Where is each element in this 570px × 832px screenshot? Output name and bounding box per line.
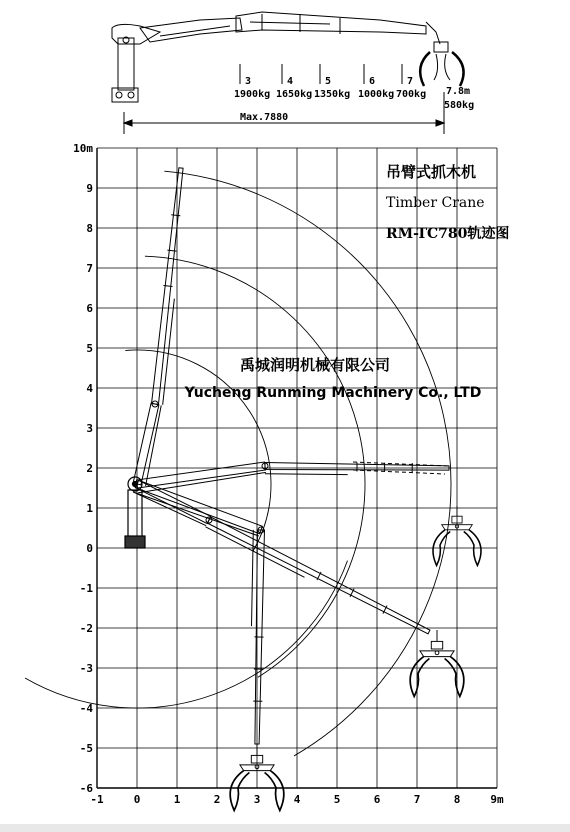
reach-load: 1650kg xyxy=(276,89,313,100)
reach-load: 700kg xyxy=(396,89,427,100)
grapple-head xyxy=(420,651,454,657)
y-tick-label: 5 xyxy=(86,342,93,355)
y-tick-label: -4 xyxy=(79,702,93,715)
x-tick-label: 4 xyxy=(293,793,301,806)
title-cn: 吊臂式抓木机 xyxy=(386,163,477,181)
pedestal-column xyxy=(128,490,142,538)
reach-distance: 7 xyxy=(407,76,414,87)
x-tick-label: 5 xyxy=(333,793,341,806)
max-reach-label: Max.7880 xyxy=(240,112,289,123)
grapple-pin xyxy=(435,651,439,655)
y-tick-label: 1 xyxy=(86,502,93,515)
top-grapple-jaws xyxy=(420,52,463,86)
y-tick-label: 10m xyxy=(73,142,93,155)
y-tick-label: 7 xyxy=(86,262,93,275)
top-inner-boom xyxy=(140,18,242,42)
inner-boom-cylinder xyxy=(134,492,259,536)
reach-distance: 6 xyxy=(369,76,376,87)
grapple-jaw-left xyxy=(230,771,249,811)
y-tick-label: -3 xyxy=(79,662,93,675)
x-tick-label: 0 xyxy=(133,793,141,806)
boom-positions xyxy=(133,168,449,744)
x-tick-label: 3 xyxy=(253,793,261,806)
x-tick-label: 7 xyxy=(413,793,421,806)
y-tick-label: -5 xyxy=(79,742,93,755)
grapple-jaw-left xyxy=(410,657,429,697)
x-tick-label: 1 xyxy=(173,793,181,806)
reach-distance: 3 xyxy=(245,76,252,87)
top-foot-bolt xyxy=(116,92,122,98)
x-tick-label: 8 xyxy=(453,793,461,806)
reach-distance: 7.8m xyxy=(446,86,471,97)
boom-raised xyxy=(133,168,183,486)
y-tick-label: -1 xyxy=(79,582,93,595)
telescope-joint xyxy=(171,215,180,216)
pedestal-foot xyxy=(125,536,145,548)
outer-boom-cylinder xyxy=(265,474,348,475)
y-tick-label: 9 xyxy=(86,182,93,195)
grapple-rotator xyxy=(431,641,442,649)
title-en: Timber Crane xyxy=(386,195,485,211)
y-tick-label: 8 xyxy=(86,222,93,235)
title-model: RM-TC780轨迹图 xyxy=(386,226,510,242)
reach-arc xyxy=(145,256,365,677)
top-foot-bolt xyxy=(128,92,134,98)
reach-distance: 4 xyxy=(287,76,294,87)
x-tick-label: 6 xyxy=(373,793,381,806)
reach-load: 1900kg xyxy=(234,89,271,100)
company-name-cn: 禹城润明机械有限公司 xyxy=(239,356,391,374)
company-name-en: Yucheng Runming Machinery Co., LTD xyxy=(184,385,482,401)
top-rotator-head xyxy=(434,42,448,52)
outer-boom xyxy=(207,517,430,634)
grid xyxy=(97,148,497,788)
y-tick-label: -6 xyxy=(79,782,93,795)
reach-load: 580kg xyxy=(444,100,475,111)
y-tick-label: 4 xyxy=(86,382,93,395)
y-tick-label: 6 xyxy=(86,302,93,315)
telescope-joint xyxy=(167,250,176,251)
reach-arc xyxy=(25,561,347,708)
x-tick-label: 2 xyxy=(213,793,221,806)
top-grapple-inner xyxy=(434,54,450,80)
reach-load: 1350kg xyxy=(314,89,351,100)
boom-horizontal xyxy=(136,462,449,493)
top-view xyxy=(112,12,474,134)
y-tick-label: -2 xyxy=(79,622,93,635)
x-tick-label: 9m xyxy=(490,793,504,806)
top-outer-boom xyxy=(236,12,426,34)
x-tick-label: -1 xyxy=(90,793,104,806)
outer-boom-cylinder xyxy=(252,530,254,626)
y-tick-label: 3 xyxy=(86,422,93,435)
reach-ticks xyxy=(234,64,474,111)
grapple-jaw-right xyxy=(445,657,464,697)
top-base-column xyxy=(118,38,134,90)
reach-distance: 5 xyxy=(325,76,332,87)
reach-load: 1000kg xyxy=(358,89,395,100)
y-tick-label: 0 xyxy=(86,542,93,555)
y-tick-label: 2 xyxy=(86,462,93,475)
grapple-jaw-right xyxy=(265,771,284,811)
page-bottom-bar xyxy=(0,824,570,832)
top-rotator xyxy=(426,22,440,44)
grapple-angled xyxy=(410,630,464,697)
